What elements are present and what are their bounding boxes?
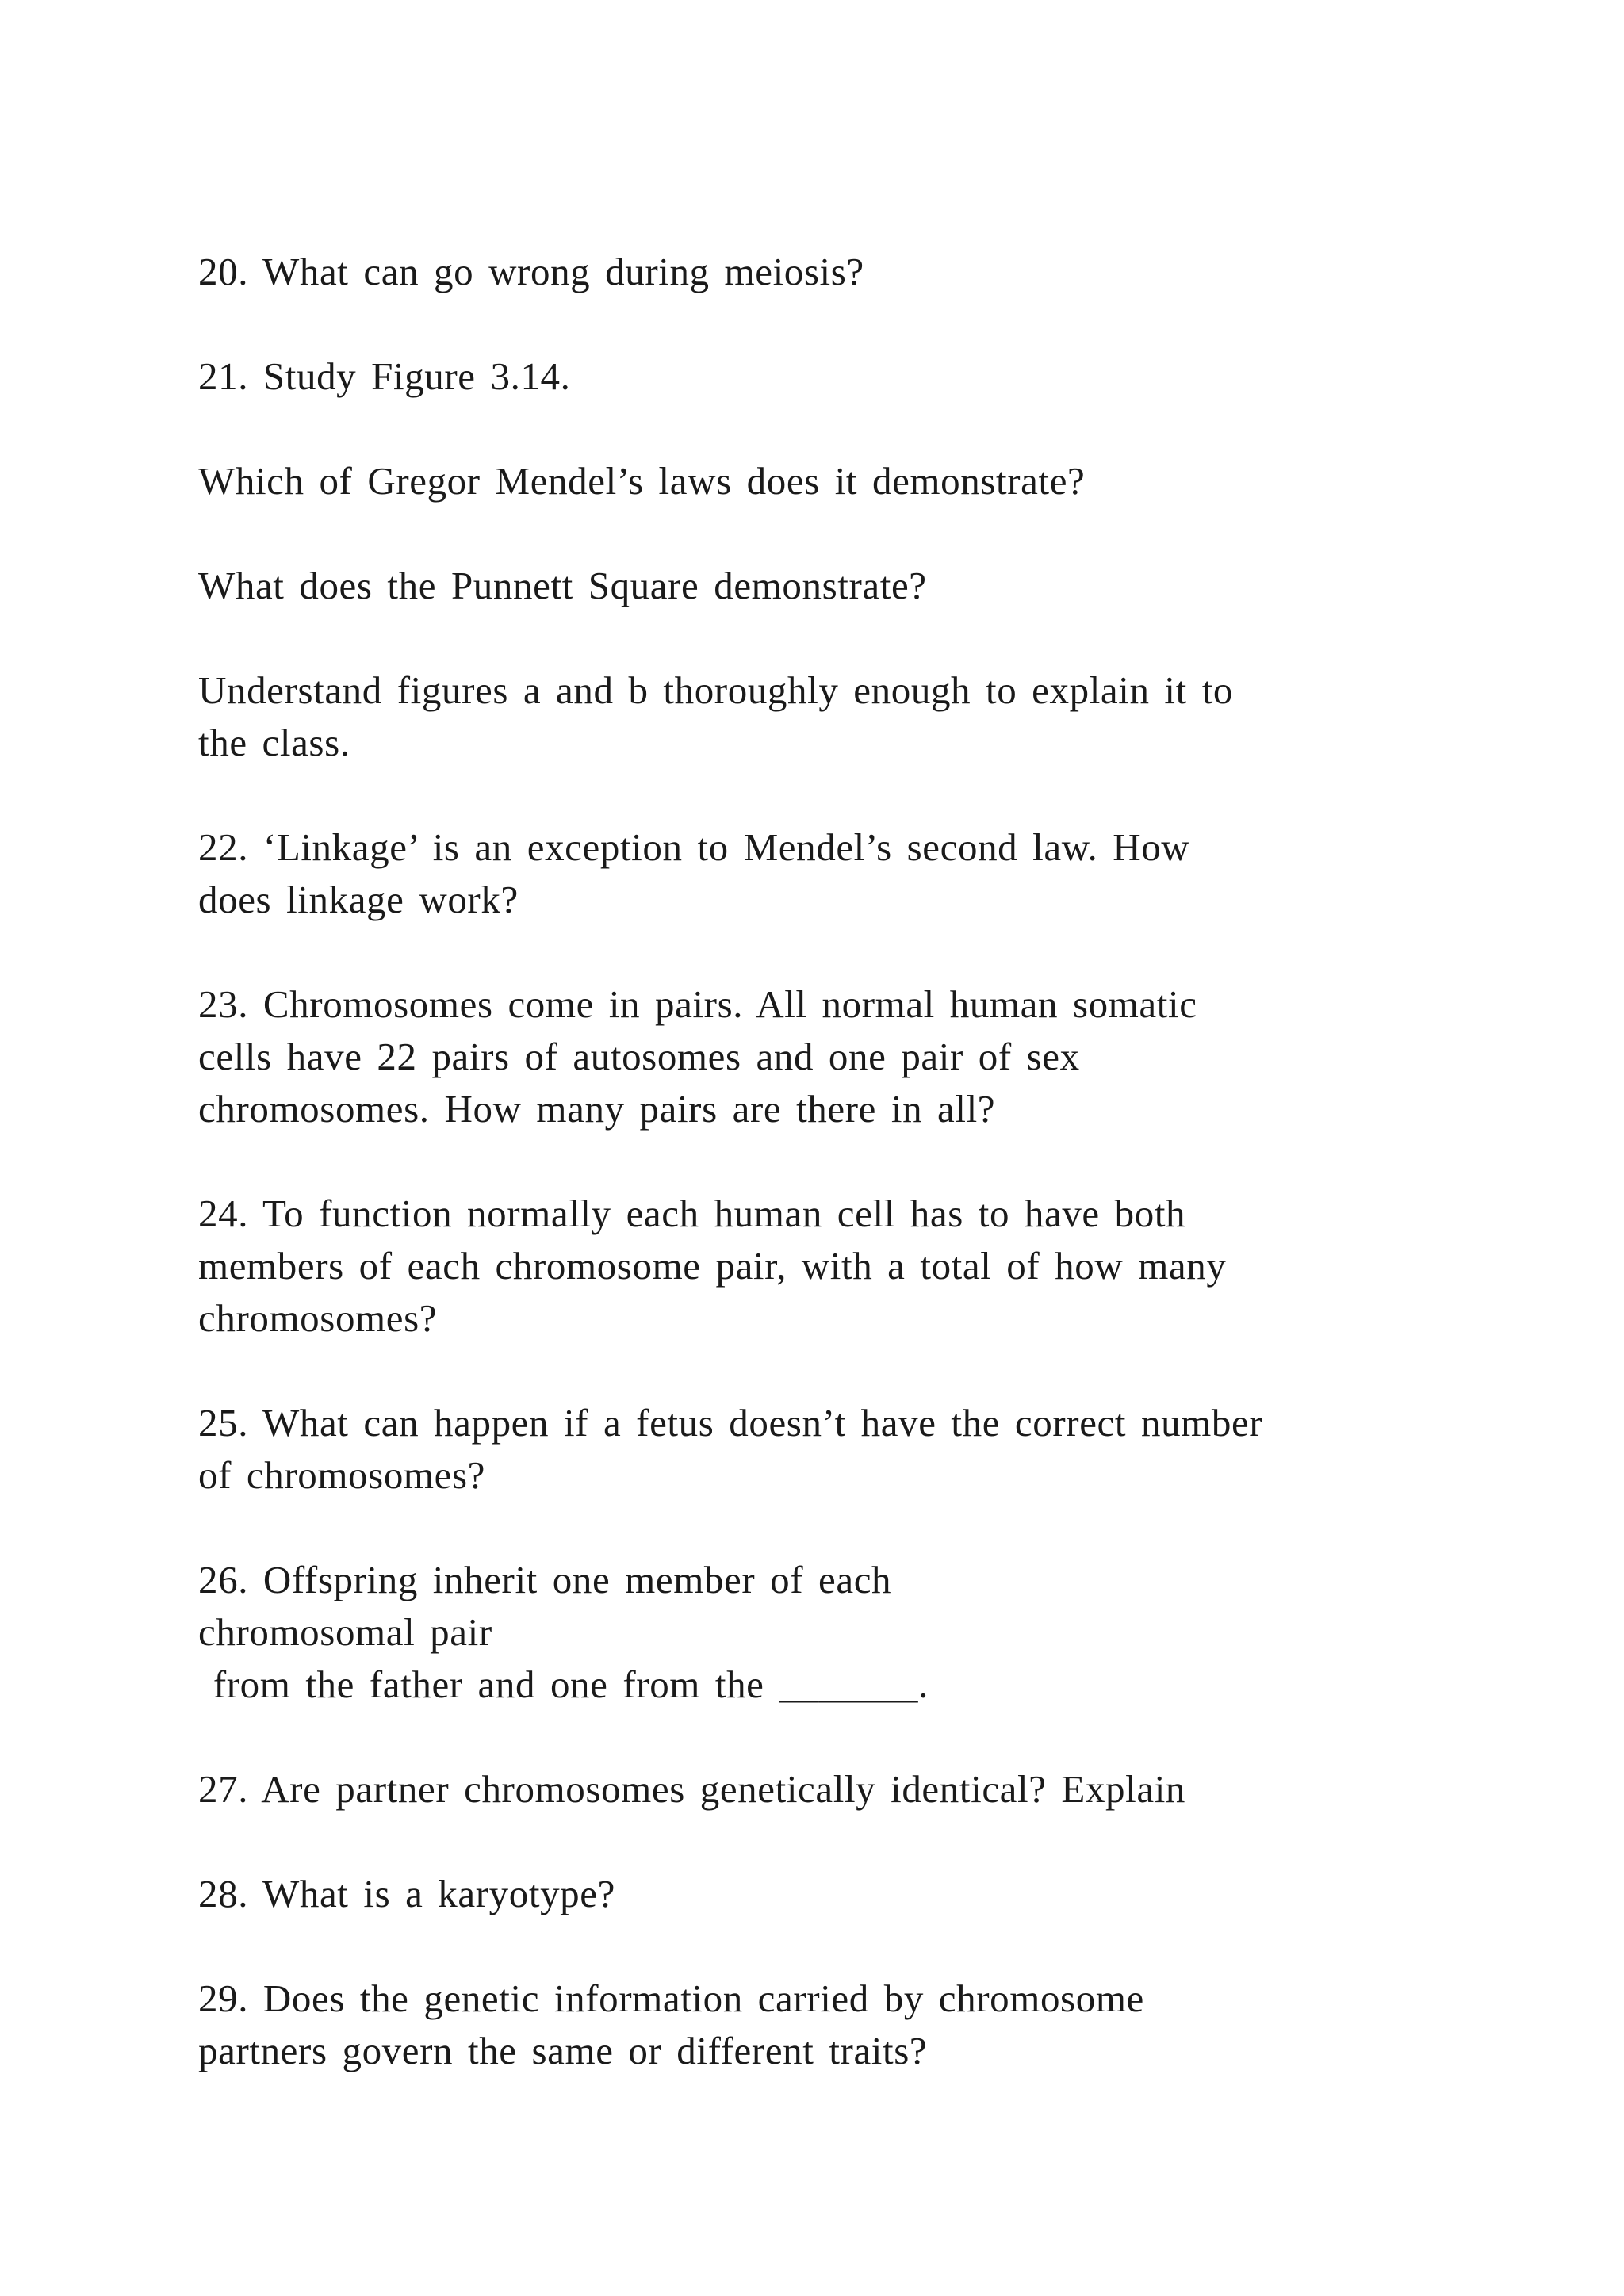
- question-21-mendel-laws: [198, 455, 1467, 507]
- question-21-punnett-square: [198, 560, 1467, 612]
- question-20: [198, 246, 1467, 298]
- text-line: chromosomal pair: [198, 1610, 492, 1654]
- text-line: 26. Offspring inherit one member of each: [198, 1558, 892, 1601]
- text-line: 28. What is a karyotype?: [198, 1872, 615, 1915]
- text-line: 25. What can happen if a fetus doesn’t have the correct number: [198, 1401, 1263, 1445]
- question-25: [198, 1397, 1467, 1502]
- text-line: 20. What can go wrong during meiosis?: [198, 250, 864, 293]
- text-line: chromosomes. How many pairs are there in all?: [198, 1087, 996, 1131]
- text-line: from the father and one from the _______.: [198, 1663, 929, 1706]
- text-line: partners govern the same or different traits?: [198, 2029, 928, 2072]
- text-line: chromosomes?: [198, 1296, 438, 1340]
- text-line: Which of Gregor Mendel’s laws does it demonstrate?: [198, 459, 1086, 503]
- question-23: [198, 978, 1467, 1135]
- text-line: 22. ‘Linkage’ is an exception to Mendel’s second law. How: [198, 825, 1190, 869]
- question-22: [198, 821, 1467, 926]
- text-line: of chromosomes?: [198, 1453, 485, 1497]
- text-line: Understand figures a and b thoroughly enough to explain it to: [198, 668, 1234, 712]
- document-body: [198, 246, 1467, 2077]
- text-line: What does the Punnett Square demonstrate?: [198, 564, 927, 607]
- text-line: cells have 22 pairs of autosomes and one pair of sex: [198, 1035, 1080, 1078]
- text-line: members of each chromosome pair, with a total of how many: [198, 1244, 1227, 1288]
- question-26: [198, 1554, 1467, 1711]
- question-21: [198, 350, 1467, 403]
- text-line: the class.: [198, 721, 350, 764]
- question-24: [198, 1188, 1467, 1345]
- question-29: [198, 1973, 1467, 2077]
- text-line: 29. Does the genetic information carried by chromosome: [198, 1976, 1144, 2020]
- question-21-figures: [198, 664, 1467, 769]
- text-line: 23. Chromosomes come in pairs. All normal human somatic: [198, 982, 1197, 1026]
- text-line: 24. To function normally each human cell has to have both: [198, 1192, 1186, 1235]
- text-line: does linkage work?: [198, 878, 519, 921]
- question-27: [198, 1763, 1467, 1816]
- text-line: 21. Study Figure 3.14.: [198, 354, 571, 398]
- text-line: 27. Are partner chromosomes genetically identical? Explain: [198, 1767, 1186, 1811]
- question-28: [198, 1868, 1467, 1920]
